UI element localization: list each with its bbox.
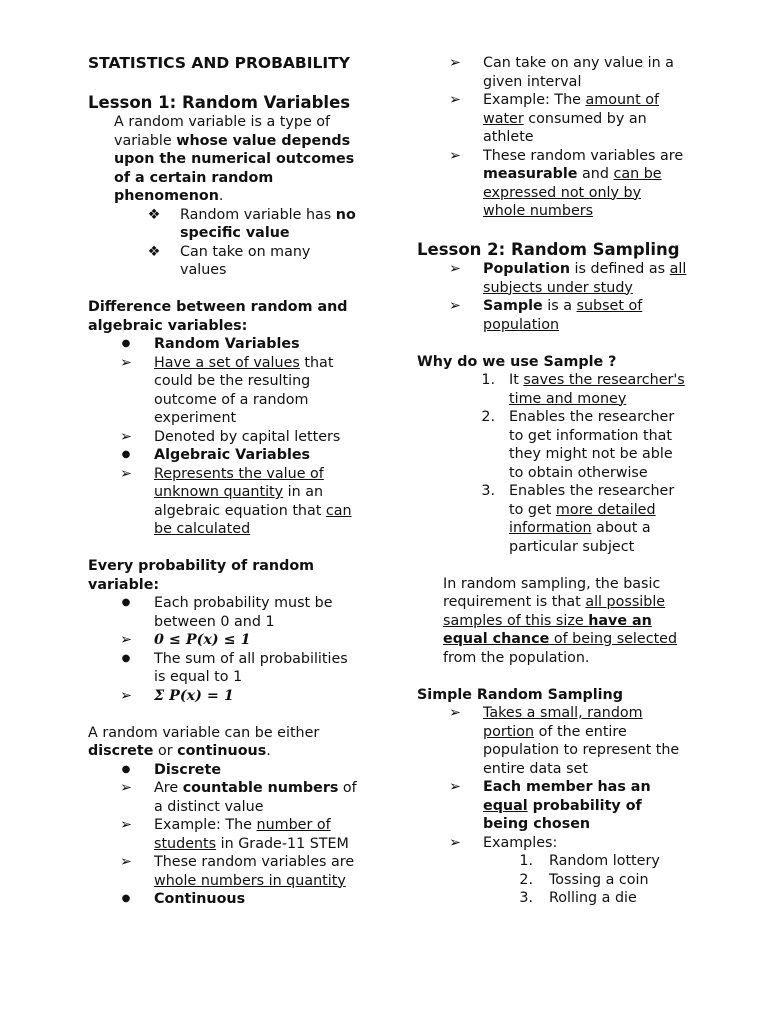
list-item-text	[483, 835, 557, 851]
examples-list	[417, 852, 687, 908]
text-run: equal	[483, 797, 528, 814]
list-item-text	[154, 780, 357, 815]
text-run: Enables the researcher to get information that they might not be able to obtain otherwise	[509, 409, 675, 481]
list-item	[88, 594, 358, 631]
arrow-bullet-icon: ➢	[120, 428, 132, 445]
arrow-bullet-icon: ➢	[120, 632, 132, 648]
why-sample-list	[417, 371, 687, 556]
text-run: Sample	[483, 298, 543, 314]
text-run: of being selected	[549, 631, 678, 647]
text-run: more detailed information	[509, 501, 656, 536]
list-item-text	[154, 854, 354, 889]
text-run: Denoted by capital letters	[154, 428, 341, 445]
continuous-list	[417, 54, 687, 221]
text-run: measurable	[483, 166, 578, 182]
arrow-bullet-icon: ➢	[120, 465, 132, 482]
list-item	[88, 687, 358, 706]
text-run: These random variables are	[483, 147, 684, 164]
list-item	[417, 54, 687, 91]
text-run: Takes a small, random portion	[483, 705, 643, 740]
arrow-bullet-icon: ➢	[120, 354, 132, 371]
list-item-text	[154, 595, 333, 630]
list-item	[88, 890, 358, 909]
text-run: can be expressed not only by whole numbers	[483, 166, 662, 219]
bullet-icon: ●	[121, 338, 131, 349]
list-item	[88, 853, 358, 890]
arrow-bullet-icon: ➢	[449, 705, 461, 721]
text-run: of the entire population to represent the entire data set	[483, 723, 680, 777]
text-run: whose value depends upon the numerical outcomes of a certain random phenomenon	[114, 132, 355, 204]
list-item	[88, 428, 358, 447]
text-run: amount of water	[483, 92, 660, 127]
probability-heading: Every probability of random variable:	[88, 558, 315, 593]
text-run: The sum of all probabilities is equal to 1	[154, 650, 348, 685]
list-item	[417, 260, 687, 297]
text-run: have an equal chance	[443, 612, 652, 647]
arrow-bullet-icon: ➢	[120, 687, 132, 704]
text-run: Example: The	[483, 92, 586, 108]
bullet-icon: ●	[121, 597, 131, 608]
list-item-text	[483, 779, 651, 832]
text-run: A random variable is a type of variable	[114, 114, 331, 149]
text-run: whole numbers in quantity	[154, 872, 346, 889]
diamond-bullet-icon: ❖	[147, 243, 161, 260]
list-item	[88, 761, 358, 780]
text-run: Σ P(x) = 1	[154, 687, 234, 704]
arrow-bullet-icon: ➢	[449, 55, 461, 71]
bullet-icon: ●	[121, 763, 131, 775]
arrow-bullet-icon: ➢	[449, 92, 461, 108]
list-item-text	[483, 261, 686, 296]
text-run: Can take on many values	[180, 243, 311, 278]
list-item	[88, 631, 358, 650]
text-run: Have a set of values	[154, 354, 300, 371]
simple-random-sampling-list	[417, 704, 687, 852]
text-run: or	[153, 743, 178, 759]
text-run: no specific value	[180, 206, 356, 241]
list-number: 2.	[481, 409, 495, 425]
text-run: Discrete	[154, 761, 222, 778]
list-item-text	[509, 483, 674, 555]
list-item	[88, 243, 358, 280]
list-item	[88, 650, 358, 687]
list-item	[88, 446, 358, 465]
text-run: .	[266, 743, 271, 759]
text-run: in an algebraic equation that	[154, 484, 326, 519]
either-sentence	[88, 724, 358, 761]
list-item-text	[509, 409, 674, 481]
text-run: Algebraic Variables	[154, 447, 311, 463]
lesson1-diamond-list	[88, 206, 358, 280]
list-item	[417, 834, 687, 853]
list-item	[417, 147, 687, 221]
list-item	[417, 91, 687, 147]
list-item	[417, 371, 687, 408]
text-run: Example: The	[154, 817, 257, 833]
list-number: 3.	[519, 890, 533, 906]
arrow-bullet-icon: ➢	[449, 834, 461, 851]
text-run: Examples:	[483, 834, 558, 851]
list-item-text: Rolling a die	[549, 890, 637, 906]
list-item	[417, 889, 687, 908]
list-item-text	[483, 55, 674, 90]
requirement-paragraph	[417, 575, 687, 668]
lesson2-list	[417, 260, 687, 334]
list-item-text	[483, 705, 679, 777]
text-run: can be calculated	[154, 502, 352, 537]
text-run: all subjects under study	[483, 261, 687, 296]
probability-list	[88, 594, 358, 705]
bullet-icon: ●	[121, 449, 131, 460]
text-run: probability of being chosen	[483, 797, 642, 832]
text-run: discrete	[88, 743, 154, 759]
simple-random-sampling-heading: Simple Random Sampling	[417, 686, 623, 703]
document-title: STATISTICS AND PROBABILITY	[88, 54, 350, 72]
list-item	[88, 465, 358, 539]
text-run: Each member has an	[483, 779, 651, 795]
arrow-bullet-icon: ➢	[120, 780, 132, 796]
list-item	[417, 704, 687, 778]
text-run: 0 ≤ P(x) ≤ 1	[154, 632, 251, 648]
list-item-text	[154, 429, 340, 445]
text-run: subset of population	[483, 298, 643, 333]
list-item	[417, 482, 687, 556]
text-run: Population	[483, 261, 570, 277]
list-item	[88, 206, 358, 243]
left-column	[88, 53, 358, 909]
text-run: that could be the resulting outcome of a random experiment	[154, 354, 334, 426]
diamond-bullet-icon: ❖	[147, 206, 161, 223]
list-number: 3.	[481, 483, 495, 499]
text-run: in Grade-11 STEM	[216, 835, 349, 852]
text-run: Continuous	[154, 891, 246, 907]
text-run: These random variables are	[154, 854, 355, 870]
text-run: all possible samples of this size	[443, 594, 666, 629]
text-run: of a distinct value	[154, 780, 357, 815]
list-item-text	[180, 207, 356, 242]
list-item-text	[154, 817, 349, 852]
list-item-text	[483, 92, 659, 145]
arrow-bullet-icon: ➢	[449, 261, 461, 277]
text-run: Random variable has	[180, 206, 336, 223]
arrow-bullet-icon: ➢	[449, 779, 461, 795]
text-run: It	[509, 372, 524, 388]
text-run: In random sampling, the basic requirement is that	[443, 575, 661, 610]
text-run: is defined as	[570, 261, 670, 277]
list-item	[417, 778, 687, 834]
list-item-text	[483, 298, 642, 333]
list-item	[417, 852, 687, 871]
text-run: Enables the researcher to get	[509, 483, 675, 518]
lesson1-heading: Lesson 1: Random Variables	[88, 93, 351, 112]
text-run: Random Variables	[154, 336, 300, 352]
text-run: is a	[542, 298, 577, 314]
list-item-text	[154, 632, 251, 648]
text-run: A random variable can be either	[88, 724, 320, 741]
arrow-bullet-icon: ➢	[120, 817, 132, 833]
list-item-text	[483, 148, 683, 220]
bullet-icon: ●	[121, 893, 131, 904]
list-item	[88, 779, 358, 816]
list-item-text	[154, 336, 300, 352]
text-run: countable numbers	[182, 780, 339, 796]
text-run: number of students	[154, 817, 331, 852]
list-item-text	[180, 244, 310, 279]
list-number: 2.	[519, 871, 533, 888]
list-item-text	[154, 466, 352, 538]
text-run: saves the researcher's time and money	[509, 372, 685, 407]
list-item-text: Tossing a coin	[549, 871, 649, 888]
list-item	[88, 816, 358, 853]
right-column	[417, 54, 687, 908]
list-item-text	[154, 651, 348, 686]
arrow-bullet-icon: ➢	[449, 147, 461, 164]
lesson1-intro	[88, 113, 358, 206]
lesson2-heading: Lesson 2: Random Sampling	[417, 240, 680, 259]
text-run: Each probability must be between 0 and 1	[154, 595, 333, 630]
list-item	[417, 871, 687, 890]
why-sample-heading: Why do we use Sample ?	[417, 353, 617, 370]
text-run: .	[218, 188, 224, 204]
list-item-text	[154, 762, 221, 778]
list-number: 1.	[481, 372, 495, 388]
list-item-text	[154, 447, 310, 463]
list-item	[88, 335, 358, 354]
variable-types-list	[88, 761, 358, 909]
list-item-text	[154, 355, 333, 427]
text-run: Can take on any value in a given interval	[483, 55, 674, 90]
text-run: Are	[154, 780, 183, 796]
text-run: from the population.	[443, 649, 590, 666]
list-item-text	[154, 688, 234, 704]
text-run: about a particular subject	[509, 520, 651, 555]
list-item-text: Random lottery	[549, 853, 660, 869]
list-number: 1.	[519, 853, 533, 869]
text-run: and	[577, 166, 614, 182]
text-run: continuous	[177, 743, 267, 759]
text-run: Represents the value of unknown quantity	[154, 465, 324, 500]
difference-list	[88, 335, 358, 539]
list-item-text	[154, 891, 245, 907]
difference-heading: Difference between random and algebraic variables:	[88, 299, 348, 334]
list-item	[417, 297, 687, 334]
list-item	[88, 354, 358, 428]
arrow-bullet-icon: ➢	[449, 298, 461, 314]
text-run: consumed by an athlete	[483, 110, 647, 145]
list-item-text	[509, 372, 685, 407]
bullet-icon: ●	[121, 652, 131, 664]
arrow-bullet-icon: ➢	[120, 854, 132, 870]
list-item	[417, 408, 687, 482]
